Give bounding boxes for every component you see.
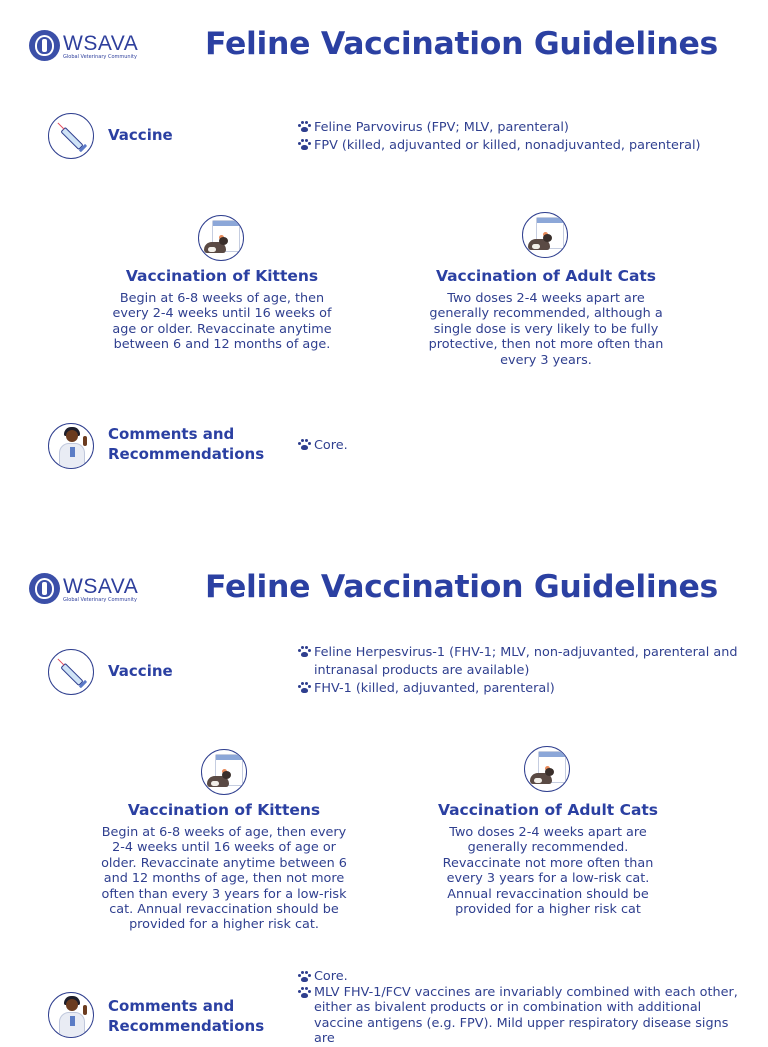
wsava-logo-icon — [29, 573, 60, 604]
adults-title: Vaccination of Adult Cats — [435, 267, 657, 285]
kittens-text: Begin at 6-8 weeks of age, then every 2-4 weeks until 16 weeks of age or older. Revaccinate anytime between 6 and 12 months of age, then not more often than every 3 years for a low-risk cat. Annual revaccination should be provided for a higher risk cat. — [101, 825, 347, 933]
page-title: Feline Vaccination Guidelines — [205, 569, 719, 605]
adults-text: Two doses 2-4 weeks apart are generally recommended. Revaccinate not more often than every 3 years for a low-risk cat. Annual revaccination should be provided for a higher risk cat — [442, 825, 654, 918]
list-item: Feline Herpesvirus-1 (FHV-1; MLV, non-adjuvanted, parenteral and intranasal products are available) — [298, 644, 738, 680]
wsava-logo — [29, 573, 138, 604]
wsava-logo — [29, 30, 138, 61]
veterinarian-icon — [48, 423, 94, 469]
kittens-title: Vaccination of Kittens — [125, 267, 319, 285]
guideline-card-fhv — [0, 543, 768, 1046]
logo-tagline: Global Veterinary Community — [63, 597, 137, 603]
syringe-icon — [48, 649, 94, 695]
logo-tagline: Global Veterinary Community — [63, 54, 137, 60]
wsava-logo-icon — [29, 30, 60, 61]
veterinarian-icon — [48, 992, 94, 1038]
calendar-cat-icon — [201, 749, 247, 795]
list-item: Core. — [298, 969, 740, 985]
vaccine-label: Vaccine — [108, 126, 173, 144]
vaccine-list — [298, 644, 738, 698]
paw-icon — [298, 646, 310, 658]
logo-name: WSAVA — [63, 575, 139, 598]
list-item: Core. — [298, 437, 738, 455]
kittens-text: Begin at 6-8 weeks of age, then every 2-4 weeks until 16 weeks of age or older. Revaccinate anytime between 6 and 12 months of age. — [112, 291, 332, 353]
calendar-cat-icon — [524, 746, 570, 792]
logo-name: WSAVA — [63, 32, 139, 55]
paw-icon — [298, 987, 310, 999]
comments-label: Comments and Recommendations — [108, 425, 265, 463]
list-item: MLV FHV-1/FCV vaccines are invariably combined with each other, either as bivalent products or in combination with additional vaccine antigens (e.g. FPV). Mild upper respiratory disease signs are — [298, 985, 740, 1047]
adults-title: Vaccination of Adult Cats — [437, 801, 659, 819]
paw-icon — [298, 439, 310, 451]
calendar-cat-icon — [522, 212, 568, 258]
paw-icon — [298, 971, 310, 983]
syringe-icon — [48, 113, 94, 159]
adults-text: Two doses 2-4 weeks apart are generally recommended, although a single dose is very likely to be fully protective, then not more often than every 3 years. — [428, 291, 664, 368]
comments-list — [298, 437, 738, 455]
comments-label: Comments and Recommendations — [108, 997, 265, 1035]
vaccine-label: Vaccine — [108, 662, 173, 680]
vaccine-list — [298, 119, 738, 155]
paw-icon — [298, 139, 310, 151]
page-title: Feline Vaccination Guidelines — [205, 26, 719, 62]
list-item: Feline Parvovirus (FPV; MLV, parenteral) — [298, 119, 738, 137]
kittens-title: Vaccination of Kittens — [127, 801, 321, 819]
paw-icon — [298, 121, 310, 133]
list-item: FPV (killed, adjuvanted or killed, nonadjuvanted, parenteral) — [298, 137, 738, 155]
comments-list — [298, 969, 740, 1047]
calendar-cat-icon — [198, 215, 244, 261]
list-item: FHV-1 (killed, adjuvanted, parenteral) — [298, 680, 738, 698]
paw-icon — [298, 682, 310, 694]
